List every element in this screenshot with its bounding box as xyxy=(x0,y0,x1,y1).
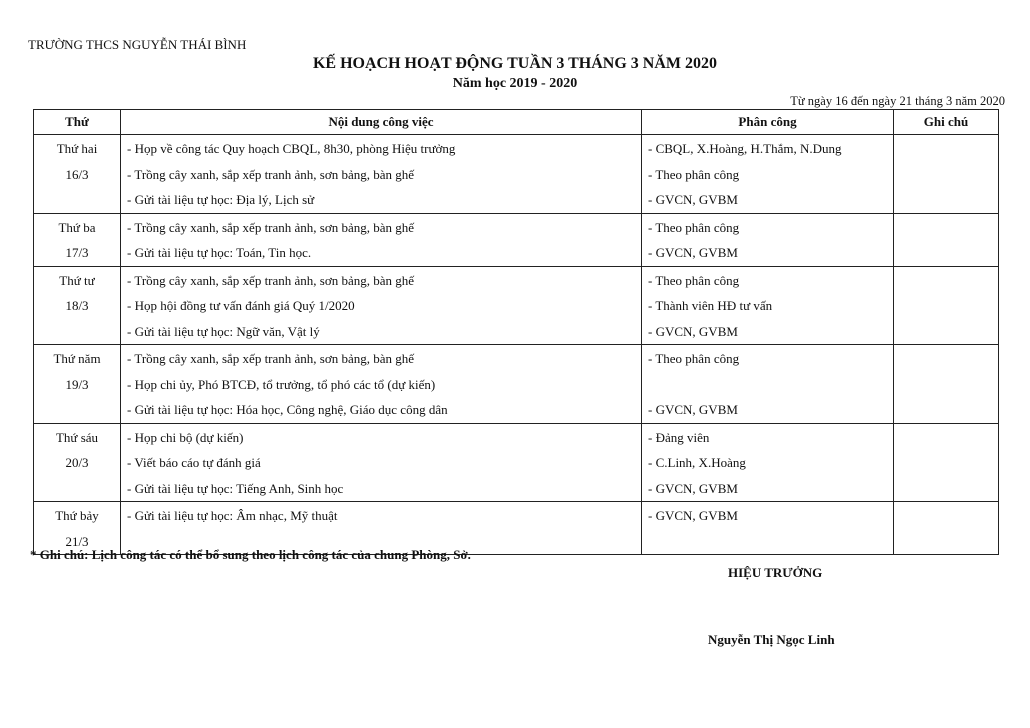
assignment-item: - CBQL, X.Hoàng, H.Thắm, N.Dung xyxy=(648,141,842,156)
principal-title: HIỆU TRƯỞNG xyxy=(728,565,823,580)
date-label: 18/3 xyxy=(65,298,89,313)
column-header-day: Thứ xyxy=(34,110,121,135)
table-row xyxy=(34,266,999,345)
day-cell xyxy=(34,266,121,345)
task-item: - Trồng cây xanh, sắp xếp tranh ảnh, sơn bảng, bàn ghế xyxy=(127,351,415,366)
date-label: 19/3 xyxy=(65,376,89,392)
table-row xyxy=(34,135,999,214)
task-item: - Gửi tài liệu tự học: Toán, Tin học. xyxy=(127,245,312,260)
notes-cell xyxy=(894,345,999,424)
assignment-item: - GVCN, GVBM xyxy=(648,323,738,339)
notes-cell xyxy=(894,423,999,502)
assignment-cell xyxy=(642,266,894,345)
assignment-item: - Thành viên HĐ tư vấn xyxy=(648,298,773,313)
task-item: - Gửi tài liệu tự học: Ngữ văn, Vật lý xyxy=(127,323,320,339)
tasks-cell xyxy=(121,135,642,214)
task-item: - Trồng cây xanh, sắp xếp tranh ảnh, sơn bảng, bàn ghế xyxy=(127,272,415,288)
assignment-item: - Đảng viên xyxy=(648,429,710,445)
task-item: - Trồng cây xanh, sắp xếp tranh ảnh, sơn bảng, bàn ghế xyxy=(127,219,415,235)
assignment-item: - GVCN, GVBM xyxy=(648,402,738,417)
task-item: - Họp về công tác Quy hoạch CBQL, 8h30, phòng Hiệu trưởng xyxy=(127,141,456,156)
column-header-tasks: Nội dung công việc xyxy=(121,110,642,135)
task-item: - Gửi tài liệu tự học: Âm nhạc, Mỹ thuật xyxy=(127,508,338,523)
task-item: - Gửi tài liệu tự học: Hóa học, Công nghệ, Giáo dục công dân xyxy=(127,402,448,417)
school-name: TRƯỜNG THCS NGUYỄN THÁI BÌNH xyxy=(28,37,247,52)
tasks-cell xyxy=(121,423,642,502)
weekday-label: Thứ ba xyxy=(58,219,96,235)
date-label: 17/3 xyxy=(65,245,89,260)
assignment-cell xyxy=(642,135,894,214)
weekday-label: Thứ hai xyxy=(56,141,98,156)
footnote: * Ghi chú: Lịch công tác có thể bổ sung theo lịch công tác của chung Phòng, Sở. xyxy=(30,547,471,562)
date-label: 21/3 xyxy=(65,533,89,549)
weekly-plan-table xyxy=(33,109,999,555)
task-item: - Gửi tài liệu tự học: Tiếng Anh, Sinh học xyxy=(127,480,344,496)
date-label: 20/3 xyxy=(65,455,89,470)
notes-cell xyxy=(894,135,999,214)
assignment-cell xyxy=(642,213,894,266)
document-title: KẾ HOẠCH HOẠT ĐỘNG TUẦN 3 THÁNG 3 NĂM 2020 xyxy=(312,55,718,72)
notes-cell xyxy=(894,502,999,555)
assignment-item: - Theo phân công xyxy=(648,272,740,288)
date-range: Từ ngày 16 đến ngày 21 tháng 3 năm 2020 xyxy=(790,94,1005,108)
assignment-item: - GVCN, GVBM xyxy=(648,480,738,496)
tasks-cell xyxy=(121,213,642,266)
school-year: Năm học 2019 - 2020 xyxy=(452,76,578,91)
assignment-item xyxy=(648,529,887,555)
day-cell xyxy=(34,423,121,502)
task-item: - Trồng cây xanh, sắp xếp tranh ảnh, sơn bảng, bàn ghế xyxy=(127,166,415,182)
day-cell xyxy=(34,345,121,424)
assignment-item: - Theo phân công xyxy=(648,166,740,182)
assignment-item: - Theo phân công xyxy=(648,219,740,235)
table-row xyxy=(34,423,999,502)
assignment-cell xyxy=(642,502,894,555)
day-cell xyxy=(34,135,121,214)
assignment-item: - GVCN, GVBM xyxy=(648,192,738,207)
weekday-label: Thứ bảy xyxy=(55,508,99,523)
notes-cell xyxy=(894,266,999,345)
task-item: - Họp chi ủy, Phó BTCĐ, tổ trưởng, tổ phó các tổ (dự kiến) xyxy=(127,376,436,392)
notes-cell xyxy=(894,213,999,266)
day-cell xyxy=(34,213,121,266)
assignment-cell xyxy=(642,345,894,424)
column-header-notes: Ghi chú xyxy=(894,110,999,135)
task-item: - Viết báo cáo tự đánh giá xyxy=(127,455,261,470)
table-row xyxy=(34,213,999,266)
assignment-item xyxy=(648,372,887,398)
assignment-item: - GVCN, GVBM xyxy=(648,508,738,523)
assignment-item: - Theo phân công xyxy=(648,351,740,366)
assignment-cell xyxy=(642,423,894,502)
task-item: - Họp hội đồng tư vấn đánh giá Quý 1/2020 xyxy=(127,298,355,313)
assignment-item: - GVCN, GVBM xyxy=(648,245,738,260)
tasks-cell xyxy=(121,345,642,424)
weekday-label: Thứ tư xyxy=(59,272,95,288)
principal-name: Nguyễn Thị Ngọc Linh xyxy=(708,632,835,647)
assignment-item: - C.Linh, X.Hoàng xyxy=(648,455,746,470)
task-item: - Gửi tài liệu tự học: Địa lý, Lịch sử xyxy=(127,192,315,207)
table-header-row xyxy=(34,110,999,135)
table-row xyxy=(34,345,999,424)
column-header-assignment: Phân công xyxy=(642,110,894,135)
weekday-label: Thứ năm xyxy=(53,351,101,366)
tasks-cell xyxy=(121,266,642,345)
date-label: 16/3 xyxy=(65,166,89,182)
weekday-label: Thứ sáu xyxy=(55,429,99,445)
task-item: - Họp chi bộ (dự kiến) xyxy=(127,429,244,445)
